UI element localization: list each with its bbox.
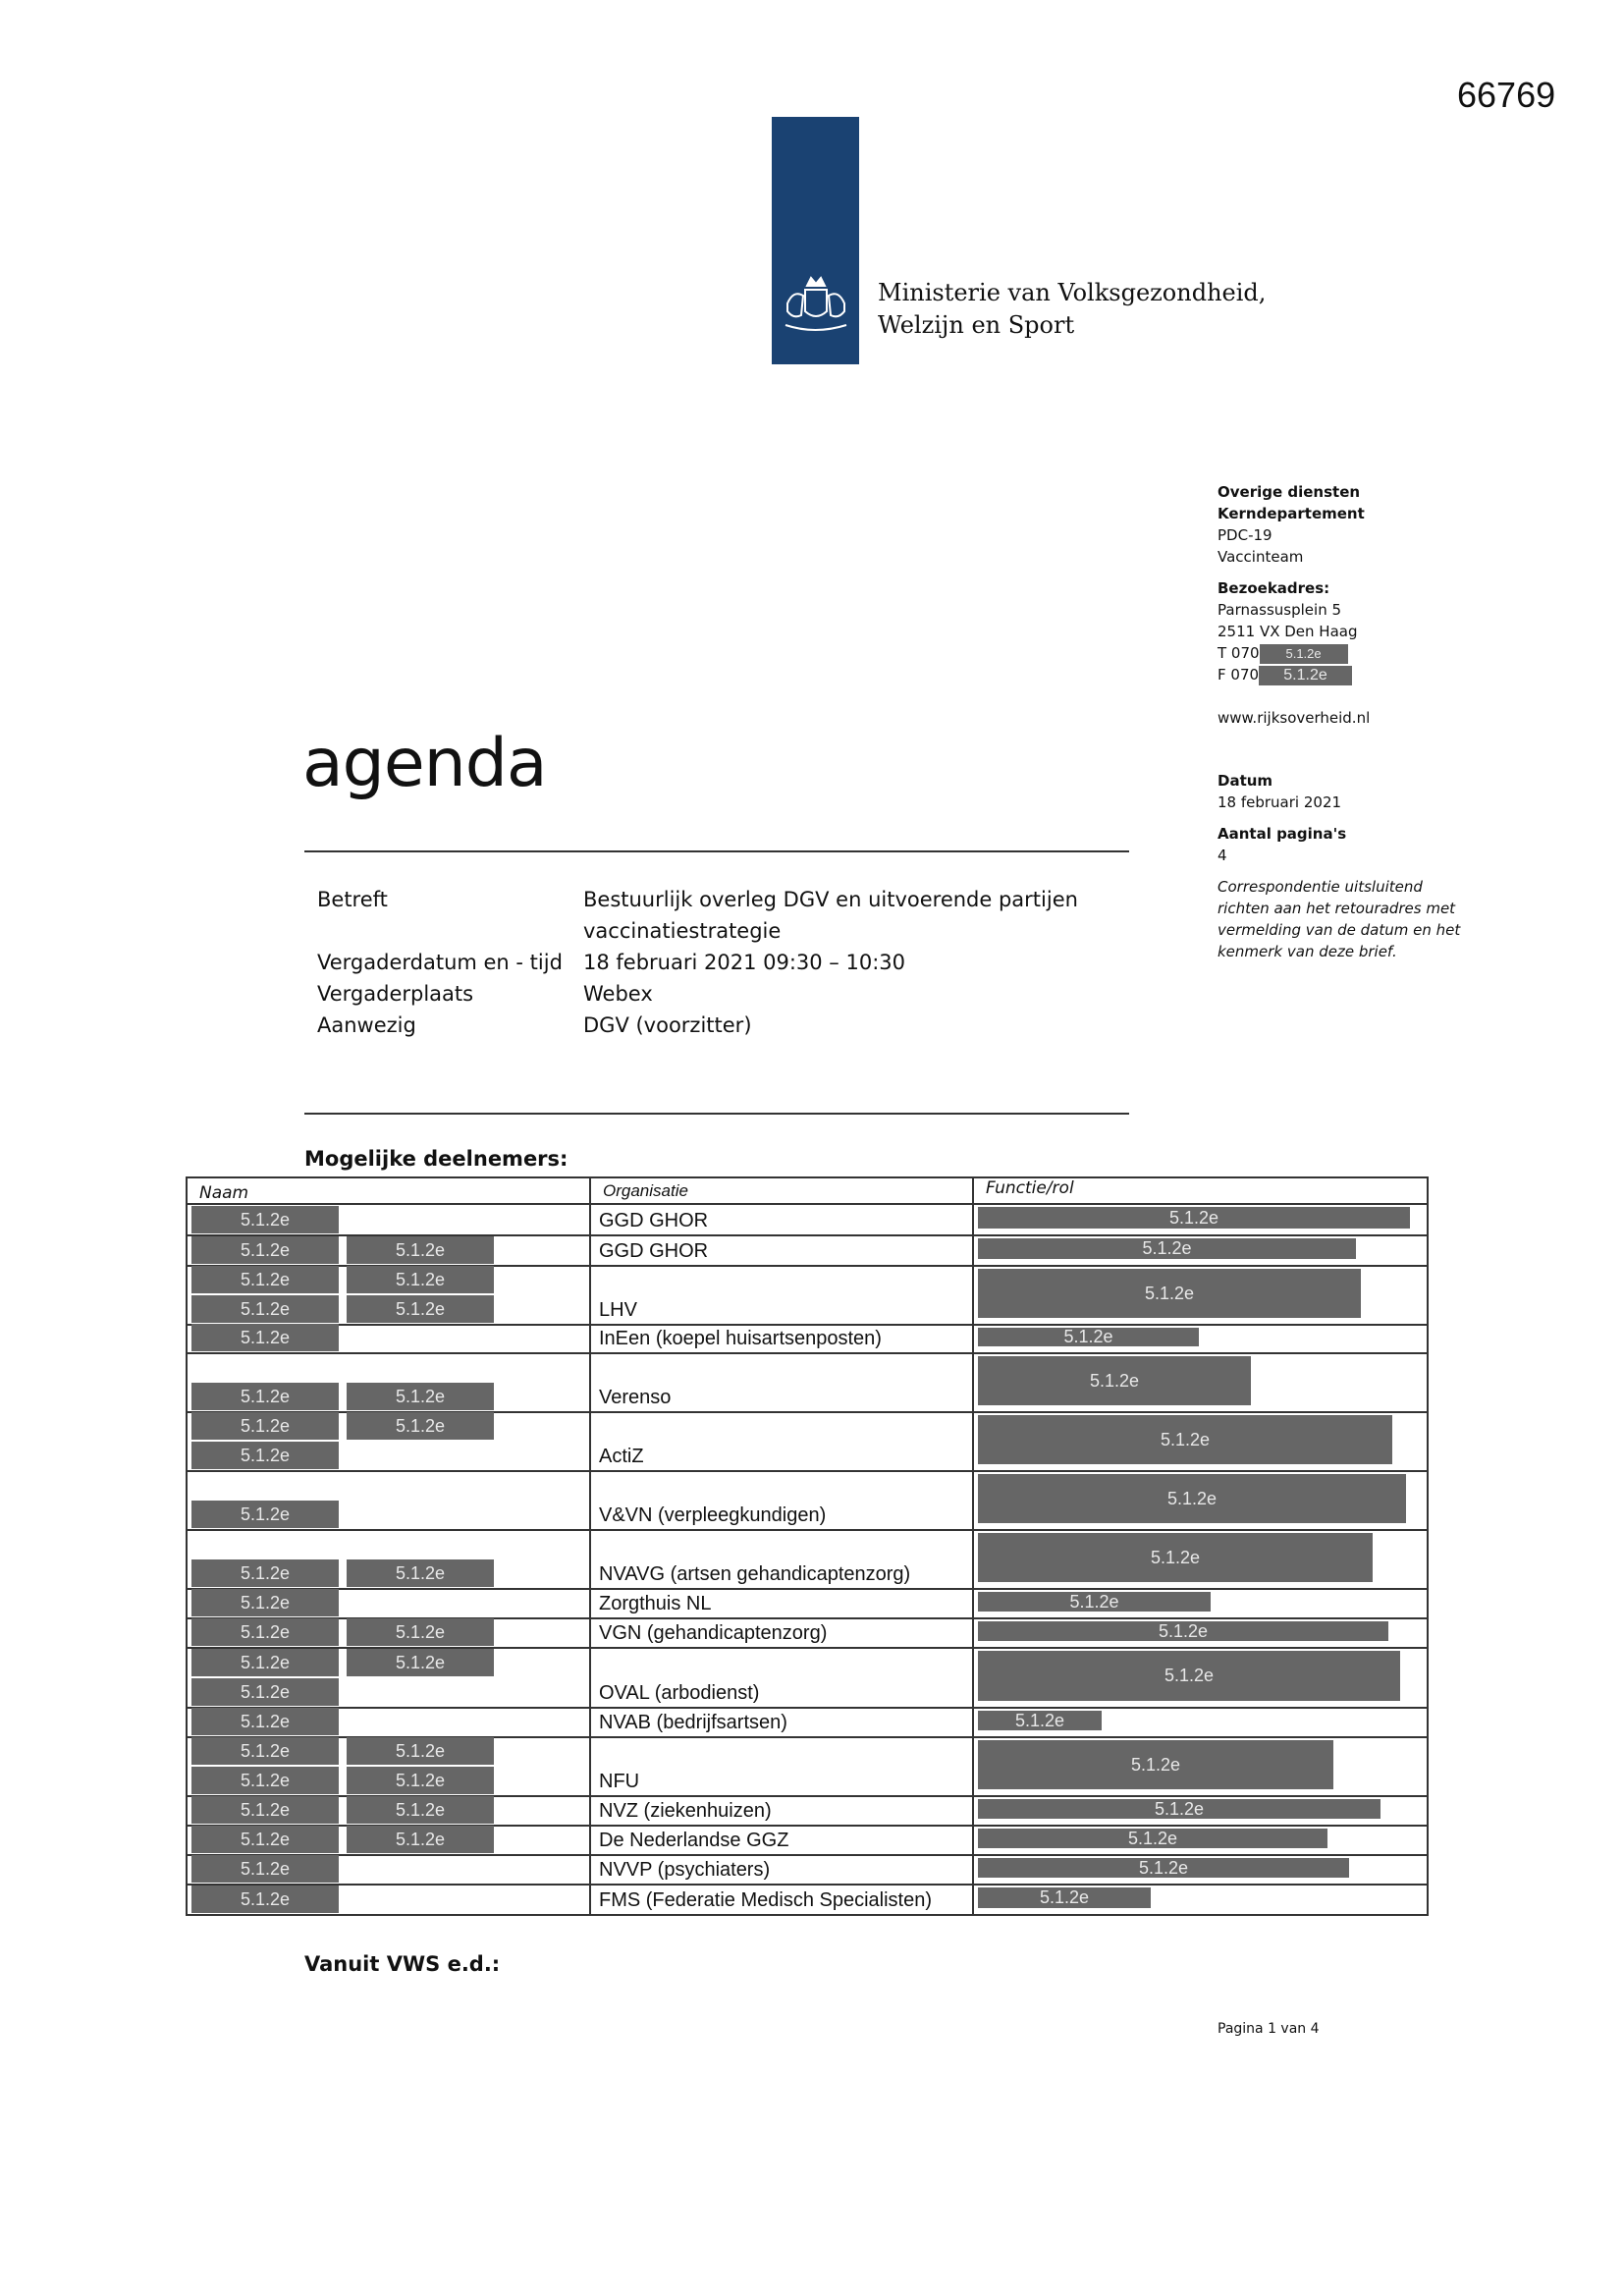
meta-label: Vergaderdatum en - tijd xyxy=(317,951,563,974)
name-cell xyxy=(188,1827,591,1854)
function-cell xyxy=(974,1886,1427,1914)
redacted-name: 5.1.2e xyxy=(347,1618,494,1646)
function-cell xyxy=(974,1354,1427,1411)
redacted-name: 5.1.2e xyxy=(347,1383,494,1410)
name-cell xyxy=(188,1590,591,1617)
function-cell xyxy=(974,1531,1427,1588)
name-cell xyxy=(188,1205,591,1234)
sender-info xyxy=(1218,481,1463,962)
name-cell xyxy=(188,1354,591,1411)
redacted-function: 5.1.2e xyxy=(978,1651,1400,1701)
name-cell xyxy=(188,1856,591,1884)
ministry-line1: Ministerie van Volksgezondheid, xyxy=(878,279,1267,306)
redacted-name: 5.1.2e xyxy=(347,1649,494,1676)
table-row xyxy=(188,1413,1427,1472)
organisation-cell: NVAVG (artsen gehandicaptenzorg) xyxy=(591,1531,974,1588)
redacted-name: 5.1.2e xyxy=(191,1383,339,1410)
function-cell xyxy=(974,1797,1427,1825)
function-cell xyxy=(974,1709,1427,1736)
table-row xyxy=(188,1856,1427,1886)
vws-heading: Vanuit VWS e.d.: xyxy=(304,1952,501,1976)
redacted-function: 5.1.2e xyxy=(978,1621,1388,1641)
redacted-name: 5.1.2e xyxy=(191,1559,339,1587)
redacted-name: 5.1.2e xyxy=(191,1678,339,1706)
organisation-cell: Verenso xyxy=(591,1354,974,1411)
table-row xyxy=(188,1738,1427,1797)
header-organisatie: Organisatie xyxy=(591,1178,974,1203)
organisation-cell: GGD GHOR xyxy=(591,1236,974,1265)
meta-label: Aanwezig xyxy=(317,1013,416,1037)
redacted-function: 5.1.2e xyxy=(978,1269,1361,1318)
dept1: Overige diensten xyxy=(1218,483,1361,501)
meta-row xyxy=(317,1010,1113,1041)
visit-label: Bezoekadres: xyxy=(1218,579,1330,597)
table-row xyxy=(188,1354,1427,1413)
table-row xyxy=(188,1236,1427,1267)
redacted-name: 5.1.2e xyxy=(347,1236,494,1264)
name-cell xyxy=(188,1236,591,1265)
dept2: Kerndepartement xyxy=(1218,505,1365,522)
meta-label: Vergaderplaats xyxy=(317,982,474,1006)
meta-row xyxy=(317,884,1113,947)
name-cell xyxy=(188,1738,591,1795)
organisation-cell: VGN (gehandicaptenzorg) xyxy=(591,1619,974,1647)
function-cell xyxy=(974,1619,1427,1647)
redacted-function: 5.1.2e xyxy=(978,1858,1349,1878)
table-row xyxy=(188,1326,1427,1354)
name-cell xyxy=(188,1619,591,1647)
name-cell xyxy=(188,1709,591,1736)
unit1: PDC-19 xyxy=(1218,526,1272,544)
function-cell xyxy=(974,1267,1427,1324)
name-cell xyxy=(188,1797,591,1825)
pages: 4 xyxy=(1218,847,1227,864)
date: 18 februari 2021 xyxy=(1218,793,1342,811)
function-cell xyxy=(974,1326,1427,1352)
redacted-name: 5.1.2e xyxy=(191,1855,339,1883)
redacted-name: 5.1.2e xyxy=(191,1324,339,1351)
redacted-name: 5.1.2e xyxy=(191,1206,339,1233)
meta-value: Bestuurlijk overleg DGV en uitvoerende partijen vaccinatiestrategie xyxy=(583,888,1078,943)
meta-row xyxy=(317,947,1113,978)
phone-prefix: T 070 xyxy=(1218,644,1260,662)
redacted-name: 5.1.2e xyxy=(191,1236,339,1264)
ministry-name xyxy=(878,277,1266,342)
meta-value: 18 februari 2021 09:30 – 10:30 xyxy=(583,951,906,974)
fax xyxy=(1218,664,1463,685)
coat-of-arms-icon xyxy=(778,274,854,343)
header-functie: Functie/rol xyxy=(986,1178,1074,1198)
table-row xyxy=(188,1531,1427,1590)
organisation-cell: NVZ (ziekenhuizen) xyxy=(591,1797,974,1825)
function-cell xyxy=(974,1205,1427,1234)
name-cell xyxy=(188,1267,591,1324)
function-cell xyxy=(974,1856,1427,1884)
redacted-name: 5.1.2e xyxy=(191,1501,339,1528)
function-cell xyxy=(974,1590,1427,1617)
redaction: 5.1.2e xyxy=(1260,644,1348,664)
redacted-name: 5.1.2e xyxy=(347,1266,494,1293)
name-cell xyxy=(188,1472,591,1529)
redacted-function: 5.1.2e xyxy=(978,1238,1356,1259)
name-cell xyxy=(188,1531,591,1588)
table-header xyxy=(188,1178,1427,1205)
name-cell xyxy=(188,1326,591,1352)
redacted-name: 5.1.2e xyxy=(191,1708,339,1735)
table-row xyxy=(188,1619,1427,1649)
redacted-name: 5.1.2e xyxy=(191,1589,339,1616)
redacted-name: 5.1.2e xyxy=(347,1796,494,1824)
table-row xyxy=(188,1267,1427,1326)
page-number: Pagina 1 van 4 xyxy=(1218,2021,1320,2037)
organisation-cell: De Nederlandse GGZ xyxy=(591,1827,974,1854)
redacted-name: 5.1.2e xyxy=(191,1767,339,1794)
organisation-cell: NVAB (bedrijfsartsen) xyxy=(591,1709,974,1736)
organisation-cell: FMS (Federatie Medisch Specialisten) xyxy=(591,1886,974,1914)
organisation-cell: Zorgthuis NL xyxy=(591,1590,974,1617)
name-cell xyxy=(188,1649,591,1707)
meta-label: Betreft xyxy=(317,888,388,911)
meta-value: DGV (voorzitter) xyxy=(583,1013,752,1037)
redaction: 5.1.2e xyxy=(1259,666,1352,685)
redacted-name: 5.1.2e xyxy=(191,1826,339,1853)
website-link[interactable]: www.rijksoverheid.nl xyxy=(1218,709,1371,727)
function-cell xyxy=(974,1649,1427,1707)
redacted-name: 5.1.2e xyxy=(191,1442,339,1469)
table-row xyxy=(188,1649,1427,1709)
unit2: Vaccinteam xyxy=(1218,548,1304,566)
meta-row xyxy=(317,978,1113,1010)
redacted-function: 5.1.2e xyxy=(978,1740,1333,1789)
organisation-cell: V&VN (verpleegkundigen) xyxy=(591,1472,974,1529)
participants-table xyxy=(186,1176,1429,1916)
redacted-name: 5.1.2e xyxy=(347,1295,494,1323)
fax-prefix: F 070 xyxy=(1218,666,1260,683)
redacted-function: 5.1.2e xyxy=(978,1887,1151,1908)
header-naam: Naam xyxy=(188,1178,591,1203)
function-cell xyxy=(974,1413,1427,1470)
redacted-function: 5.1.2e xyxy=(978,1829,1327,1848)
redacted-function: 5.1.2e xyxy=(978,1415,1392,1464)
page-title: agenda xyxy=(302,725,547,802)
logo-bar xyxy=(772,117,859,364)
organisation-cell: NFU xyxy=(591,1738,974,1795)
meta-value: Webex xyxy=(583,982,653,1006)
table-row xyxy=(188,1827,1427,1856)
divider xyxy=(304,850,1129,852)
redacted-name: 5.1.2e xyxy=(191,1649,339,1676)
redacted-name: 5.1.2e xyxy=(191,1266,339,1293)
redacted-function: 5.1.2e xyxy=(978,1799,1380,1819)
pages-label: Aantal pagina's xyxy=(1218,825,1347,843)
redacted-function: 5.1.2e xyxy=(978,1474,1406,1523)
divider xyxy=(304,1113,1129,1115)
name-cell xyxy=(188,1413,591,1470)
organisation-cell: NVVP (psychiaters) xyxy=(591,1856,974,1884)
redacted-function: 5.1.2e xyxy=(978,1533,1373,1582)
table-row xyxy=(188,1205,1427,1236)
redacted-name: 5.1.2e xyxy=(191,1412,339,1440)
function-cell xyxy=(974,1827,1427,1854)
redacted-name: 5.1.2e xyxy=(191,1737,339,1765)
table-row xyxy=(188,1472,1427,1531)
redacted-name: 5.1.2e xyxy=(191,1618,339,1646)
table-row xyxy=(188,1797,1427,1827)
redacted-name: 5.1.2e xyxy=(347,1559,494,1587)
ministry-line2: Welzijn en Sport xyxy=(878,311,1075,339)
redacted-name: 5.1.2e xyxy=(347,1412,494,1440)
redacted-function: 5.1.2e xyxy=(978,1711,1102,1730)
correspondence-note: Correspondentie uitsluitend richten aan het retouradres met vermelding van de datum en het kenmerk van deze brief. xyxy=(1218,878,1461,960)
function-cell xyxy=(974,1472,1427,1529)
table-row xyxy=(188,1590,1427,1619)
organisation-cell: GGD GHOR xyxy=(591,1205,974,1234)
organisation-cell: OVAL (arbodienst) xyxy=(591,1649,974,1707)
redacted-name: 5.1.2e xyxy=(191,1796,339,1824)
organisation-cell: InEen (koepel huisartsenposten) xyxy=(591,1326,974,1352)
redacted-name: 5.1.2e xyxy=(347,1826,494,1853)
city: 2511 VX Den Haag xyxy=(1218,623,1358,640)
document-number: 66769 xyxy=(1457,75,1556,115)
name-cell xyxy=(188,1886,591,1914)
street: Parnassusplein 5 xyxy=(1218,601,1342,619)
table-row xyxy=(188,1886,1427,1916)
participants-heading: Mogelijke deelnemers: xyxy=(304,1147,568,1171)
organisation-cell: ActiZ xyxy=(591,1413,974,1470)
redacted-name: 5.1.2e xyxy=(347,1737,494,1765)
phone xyxy=(1218,642,1463,664)
organisation-cell: LHV xyxy=(591,1267,974,1324)
redacted-function: 5.1.2e xyxy=(978,1592,1211,1612)
date-label: Datum xyxy=(1218,772,1273,790)
function-cell xyxy=(974,1236,1427,1265)
function-cell xyxy=(974,1738,1427,1795)
redacted-function: 5.1.2e xyxy=(978,1328,1199,1346)
redacted-name: 5.1.2e xyxy=(191,1295,339,1323)
table-row xyxy=(188,1709,1427,1738)
redacted-name: 5.1.2e xyxy=(191,1886,339,1913)
redacted-name: 5.1.2e xyxy=(347,1767,494,1794)
redacted-function: 5.1.2e xyxy=(978,1207,1410,1229)
meeting-details xyxy=(317,884,1113,1041)
redacted-function: 5.1.2e xyxy=(978,1356,1251,1405)
